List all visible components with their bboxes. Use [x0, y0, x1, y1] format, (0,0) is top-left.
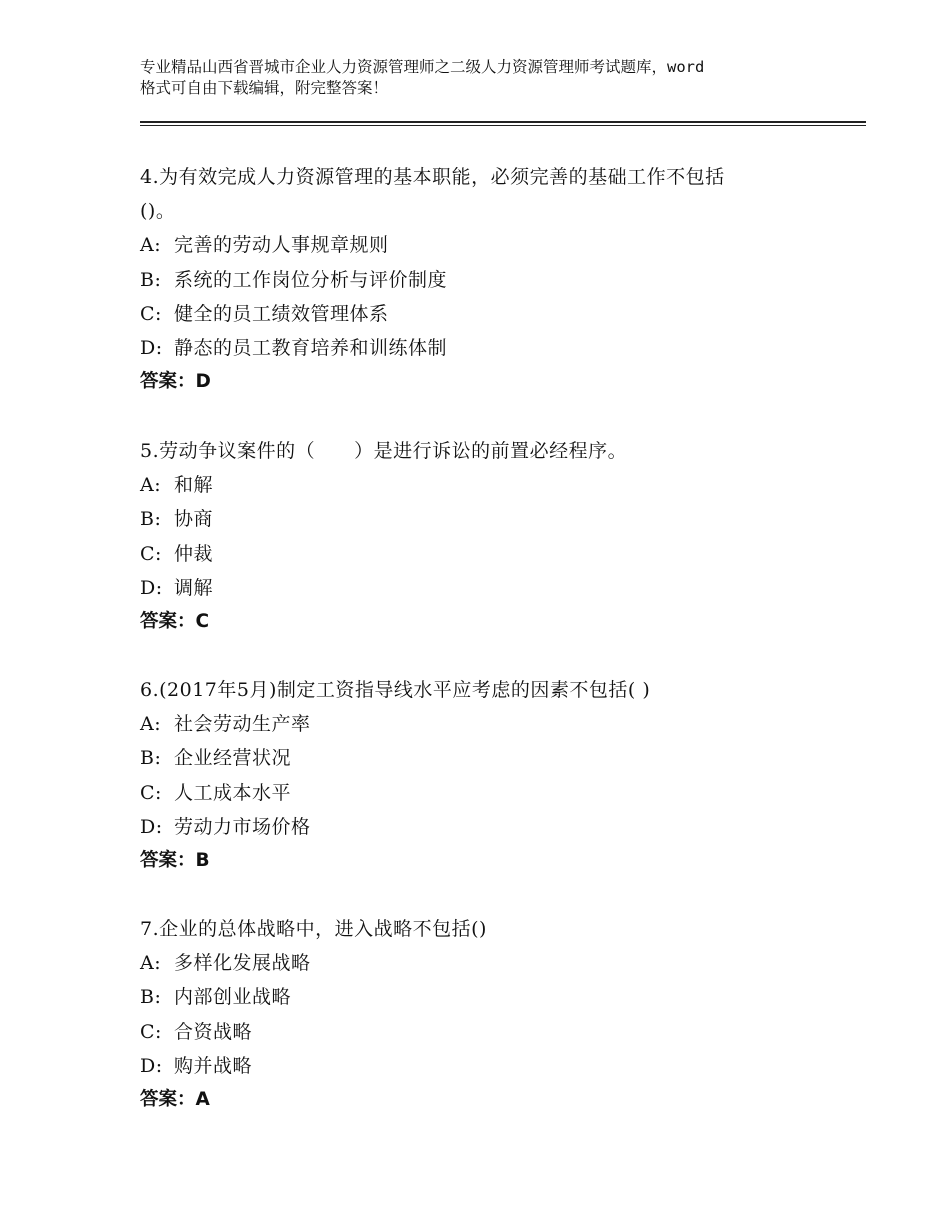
- option-d: [140, 331, 830, 365]
- option-text: 社会劳动生产率: [174, 713, 311, 736]
- option-a: [140, 707, 830, 741]
- question-6: [140, 673, 830, 878]
- header-line-2: 格式可自由下载编辑，附完整答案！: [140, 79, 389, 97]
- option-c: [140, 537, 830, 571]
- option-text: 劳动力市场价格: [174, 815, 311, 838]
- answer-line: 答案：B: [140, 849, 210, 871]
- option-a: [140, 946, 830, 980]
- option-text: 调解: [174, 576, 214, 599]
- option-label: C:: [140, 1020, 162, 1043]
- option-text: 企业经营状况: [174, 747, 292, 770]
- option-text: 完善的劳动人事规章规则: [174, 234, 389, 257]
- option-a: [140, 228, 830, 262]
- option-label: A:: [140, 713, 162, 736]
- option-label: B:: [140, 508, 162, 531]
- header-divider-top: [140, 121, 866, 123]
- question-stem-line: ()。: [140, 200, 176, 223]
- option-b: [140, 263, 830, 297]
- option-text: 静态的员工教育培养和训练体制: [174, 336, 448, 359]
- option-label: D:: [140, 576, 163, 599]
- option-text: 协商: [174, 508, 214, 531]
- option-label: A:: [140, 474, 162, 497]
- question-4: [140, 160, 830, 399]
- option-text: 合资战略: [174, 1020, 253, 1043]
- header-divider-bottom: [140, 125, 866, 126]
- option-label: C:: [140, 781, 162, 804]
- option-c: [140, 1015, 830, 1049]
- option-b: [140, 741, 830, 775]
- option-label: C:: [140, 302, 162, 325]
- option-label: C:: [140, 542, 162, 565]
- option-text: 系统的工作岗位分析与评价制度: [174, 268, 448, 291]
- option-d: [140, 571, 830, 605]
- answer-line: 答案：D: [140, 371, 211, 393]
- option-label: D:: [140, 1054, 163, 1077]
- question-stem-line: 5.劳动争议案件的（ ）是进行诉讼的前置必经程序。: [140, 440, 628, 462]
- question-stem-line: 4.为有效完成人力资源管理的基本职能，必须完善的基础工作不包括: [140, 166, 725, 188]
- answer-line: 答案：A: [140, 1088, 210, 1110]
- option-d: [140, 810, 830, 844]
- option-text: 内部创业战略: [174, 986, 292, 1009]
- header-line-1: 专业精品山西省晋城市企业人力资源管理师之二级人力资源管理师考试题库，word: [140, 58, 705, 76]
- option-label: B:: [140, 986, 162, 1009]
- answer-line: 答案：C: [140, 610, 210, 632]
- option-text: 人工成本水平: [174, 781, 292, 804]
- option-label: D:: [140, 336, 163, 359]
- option-c: [140, 776, 830, 810]
- option-a: [140, 468, 830, 502]
- option-text: 和解: [174, 474, 214, 497]
- option-b: [140, 980, 830, 1014]
- option-text: 健全的员工绩效管理体系: [174, 302, 389, 325]
- option-c: [140, 297, 830, 331]
- option-label: B:: [140, 747, 162, 770]
- document-header: [140, 57, 840, 99]
- option-text: 仲裁: [174, 542, 214, 565]
- option-label: D:: [140, 815, 163, 838]
- option-text: 购并战略: [174, 1054, 253, 1077]
- option-text: 多样化发展战略: [174, 952, 311, 975]
- question-stem-line: 6.(2017年5月)制定工资指导线水平应考虑的因素不包括( ): [140, 679, 651, 701]
- option-label: A:: [140, 952, 162, 975]
- option-d: [140, 1049, 830, 1083]
- question-5: [140, 434, 830, 639]
- option-label: B:: [140, 268, 162, 291]
- question-stem-line: 7.企业的总体战略中，进入战略不包括(): [140, 918, 487, 940]
- option-label: A:: [140, 234, 162, 257]
- option-b: [140, 502, 830, 536]
- question-7: [140, 912, 830, 1117]
